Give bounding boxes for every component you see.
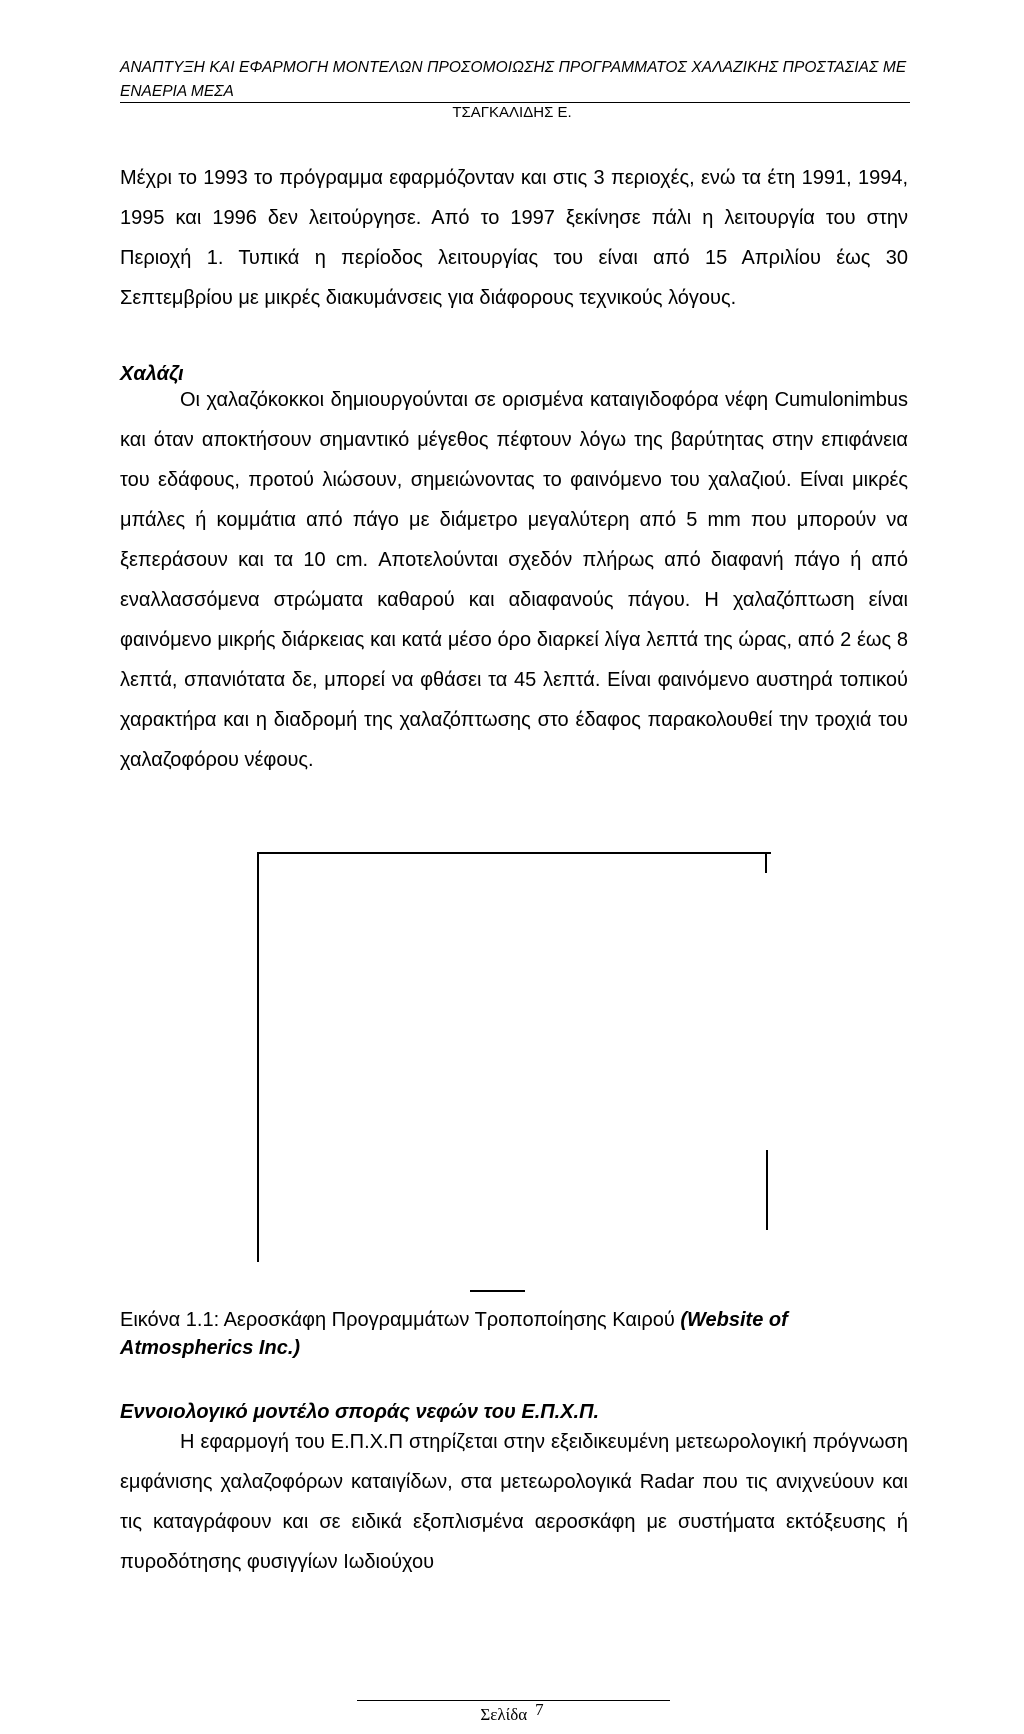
section-heading-model: Εννοιολογικό μοντέλο σποράς νεφών του Ε.Π.Χ.Π. <box>120 1401 600 1423</box>
figure-caption <box>120 1306 910 1362</box>
running-header-title: ΑΝΑΠΤΥΞΗ ΚΑΙ ΕΦΑΡΜΟΓΗ ΜΟΝΤΕΛΩΝ ΠΡΟΣΟΜΟΙΩΣΗΣ ΠΡΟΓΡΑΜΜΑΤΟΣ ΧΑΛΑΖΙΚΗΣ ΠΡΟΣΤΑΣΙΑΣ ΜΕ <box>120 59 907 76</box>
model-paragraph: Η εφαρμογή του Ε.Π.Χ.Π στηρίζεται στην εξειδικευμένη μετεωρολογική πρόγνωση εμφάνισης χαλαζοφόρων καταιγίδων, στα μετεωρολογικά Radar που τις ανιχνεύουν και τις καταγράφουν και σε ειδικά εξοπλισμένα αεροσκάφη με συστήματα εκτόξευσης ή πυροδότησης φυσιγγίων Ιωδιούχου <box>120 1431 908 1573</box>
figure-border-mark <box>766 1150 768 1230</box>
figure-caption-text: Εικόνα 1.1: Αεροσκάφη Προγραμμάτων Τροποποίησης Καιρού <box>120 1309 681 1331</box>
figure-border-mark <box>470 1290 525 1292</box>
figure-caption-source: (Website of Atmospherics Inc.) <box>120 1309 788 1359</box>
figure-border-mark <box>765 853 767 873</box>
intro-paragraph: Μέχρι το 1993 το πρόγραμμα εφαρμόζονταν και στις 3 περιοχές, ενώ τα έτη 1991, 1994, 1995 και 1996 δεν λειτούργησε. Από το 1997 ξεκίνησε πάλι η λειτουργία του στην Περιοχή 1. Τυπικά η περίοδος λειτουργίας του είναι από 15 Απριλίου έως 30 Σεπτεμβρίου με μικρές διακυμάνσεις για διάφορους τεχνικούς λόγους. <box>120 167 908 309</box>
figure-image-placeholder <box>257 852 771 1262</box>
page-label: Σελίδα <box>480 1705 528 1724</box>
page-number: 7 <box>535 1700 544 1719</box>
page-footer <box>0 1700 1024 1727</box>
running-header-author: ΤΣΑΓΚΑΛΙΔΗΣ Ε. <box>452 104 572 121</box>
hail-paragraph: Οι χαλαζόκοκκοι δημιουργούνται σε ορισμένα καταιγιδοφόρα νέφη Cumulonimbus και όταν αποκτήσουν σημαντικό μέγεθος πέφτουν λόγω της βαρύτητας στην επιφάνεια του εδάφους, προτού λιώσουν, σημειώνοντας το φαινόμενο του χαλαζιού. Είναι μικρές μπάλες ή κομμάτια από πάγο με διάμετρο μεγαλύτερη από 5 mm που μπορούν να ξεπεράσουν και τα 10 cm. Αποτελούνται σχεδόν πλήρως από διαφανή πάγο ή από εναλλασσόμενα στρώματα καθαρού και αδιαφανούς πάγου. Η χαλαζόπτωση είναι φαινόμενο μικρής διάρκειας και κατά μέσο όρο διαρκεί λίγα λεπτά της ώρας, από 2 έως 8 λεπτά, σπανιότατα δε, μπορεί να φθάσει τα 45 λεπτά. Είναι φαινόμενο αυστηρά τοπικού χαρακτήρα και η διαδρομή της χαλαζόπτωσης στο έδαφος παρακολουθεί την τροχιά του χαλαζοφόρου νέφους. <box>120 389 908 771</box>
section-heading-hail: Χαλάζι <box>120 363 184 385</box>
running-header-title-cont: ΕΝΑΕΡΙΑ ΜΕΣΑ <box>120 83 234 100</box>
footer-rule <box>357 1700 670 1701</box>
